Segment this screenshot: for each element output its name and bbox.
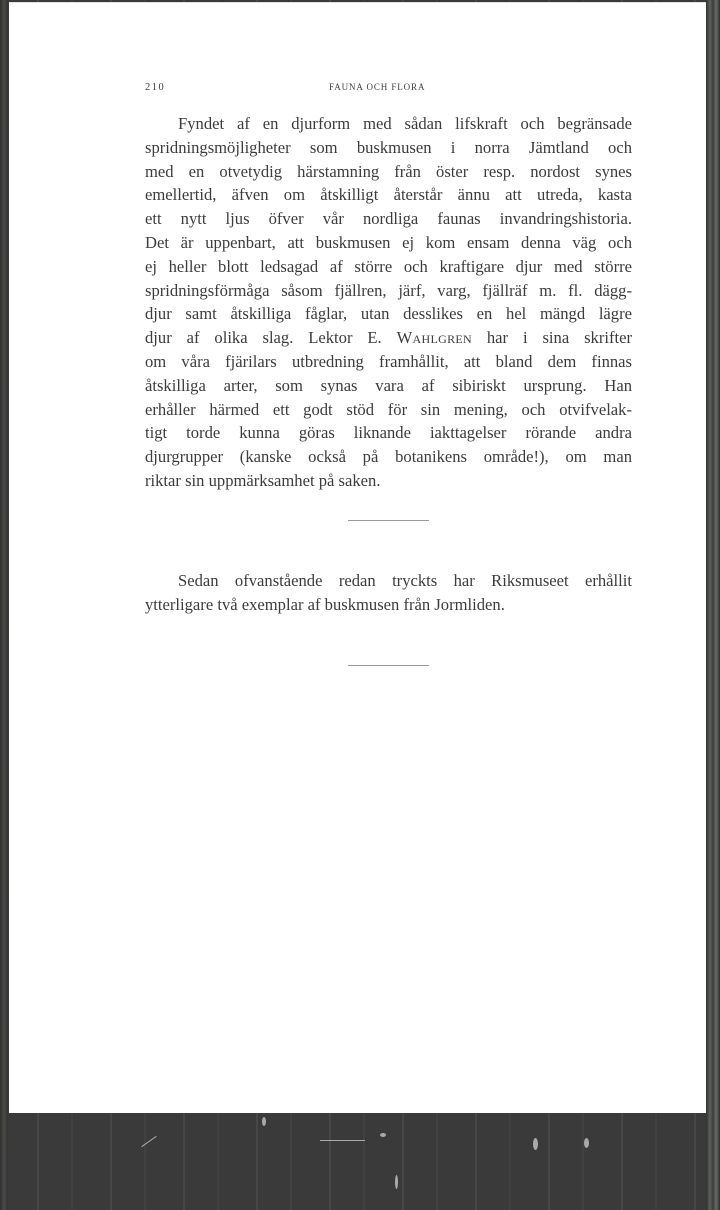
text-line-with-author [145, 326, 632, 350]
author-name: Wahlgren [396, 328, 472, 348]
text-line: ytterligare två exemplar af buskmusen från Jormliden. [145, 594, 505, 614]
text-line: djur samt åtskilliga fåglar, utan desslikes en hel mängd lägre [145, 304, 632, 324]
book-page [9, 2, 706, 1113]
text-line: spridningsförmåga såsom fjällren, järf, varg, fjällräf m. fl. dägg- [145, 280, 632, 300]
text-line: Det är uppenbart, att buskmusen ej kom ensam denna väg och [145, 232, 632, 252]
scan-bottom-strip [0, 1113, 720, 1210]
scan-artifact [380, 1133, 386, 1137]
scan-artifact [141, 1136, 156, 1147]
text-line: djurgrupper (kanske också på botanikens område!), om man [145, 447, 632, 467]
scan-artifact [395, 1175, 398, 1189]
text-fragment: djur af olika slag. Lektor E. [145, 328, 397, 348]
paragraph-addendum [145, 569, 632, 617]
text-line: ej heller blott ledsagad af större och kraftigare djur med större [145, 256, 632, 276]
paragraph-main [145, 112, 632, 493]
text-line: erhåller härmed ett godt stöd för sin mening, och otvifvelak- [145, 399, 632, 419]
text-line: riktar sin uppmärksamhet på saken. [145, 470, 381, 490]
text-line: om våra fjärilars utbredning framhållit, att bland dem finnas [145, 351, 632, 371]
scan-border-left [0, 0, 8, 1210]
running-head [145, 82, 632, 98]
running-title: FAUNA OCH FLORA [329, 82, 426, 92]
scan-artifact [584, 1138, 589, 1148]
text-line: ett nytt ljus öfver vår nordliga faunas invandringshistoria. [145, 209, 632, 229]
end-divider [348, 665, 429, 666]
text-line: åtskilliga arter, som synas vara af sibiriskt ursprung. Han [145, 375, 632, 395]
page-number: 210 [145, 82, 166, 93]
text-line: spridningsmöjligheter som buskmusen i norra Jämtland och [145, 137, 632, 157]
scan-artifact [533, 1138, 538, 1150]
text-line: tigt torde kunna göras liknande iakttagelser rörande andra [145, 423, 632, 443]
text-line: emellertid, äfven om åtskilligt återstår ännu att utreda, kasta [145, 185, 632, 205]
scan-border-right [706, 0, 720, 1210]
scan-artifact [262, 1117, 266, 1126]
text-fragment: har i sina skrifter [471, 328, 632, 348]
scan-artifact [320, 1140, 365, 1141]
text-line: Sedan ofvanstående redan tryckts har Riksmuseet erhållit [178, 571, 632, 590]
section-divider [348, 520, 429, 521]
text-line: med en otvetydig härstamning från öster resp. nordost synes [145, 161, 632, 181]
text-line: Fyndet af en djurform med sådan lifskraft och begränsade [178, 114, 632, 133]
